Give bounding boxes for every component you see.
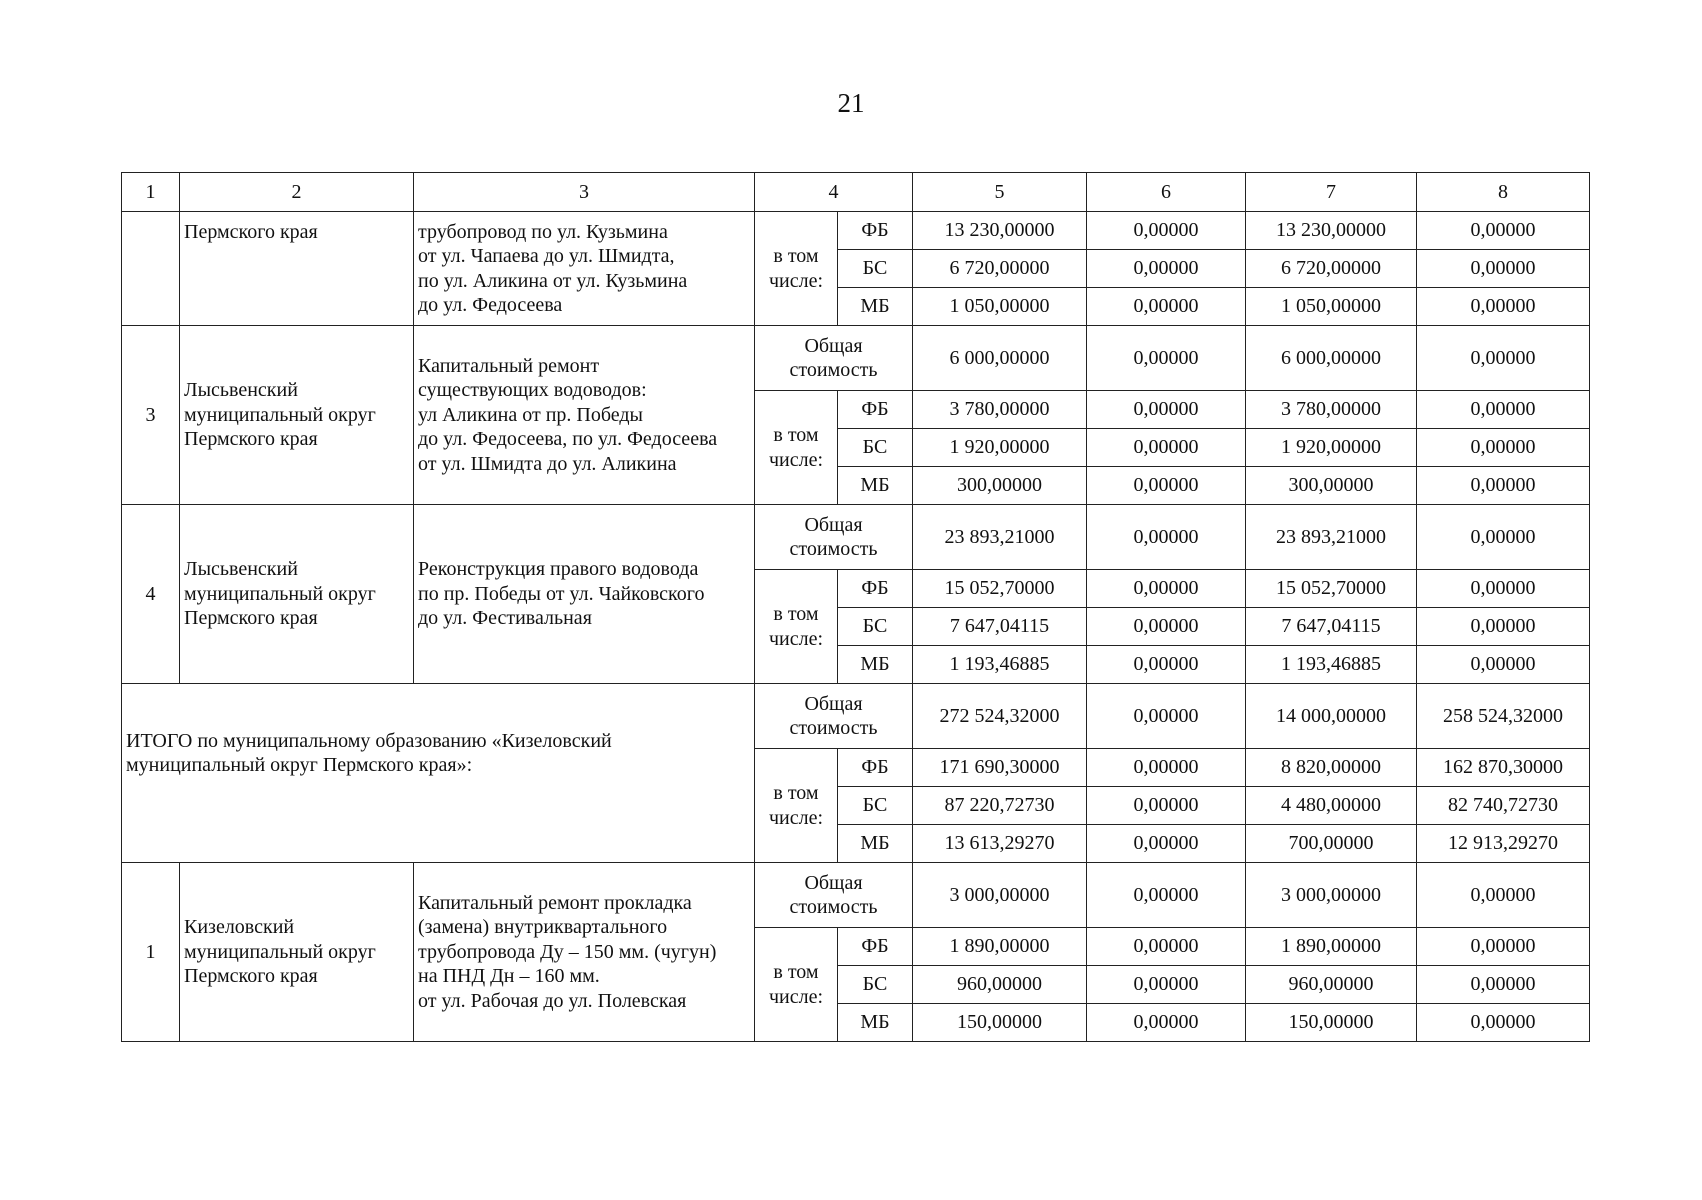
value-cell: 0,00000 (1417, 429, 1590, 467)
subtotal-label: ИТОГО по муниципальному образованию «Кизеловский муниципальный округ Пермского края»: (122, 684, 755, 863)
value-cell: 0,00000 (1087, 467, 1246, 505)
value-cell: 0,00000 (1087, 250, 1246, 288)
value-cell: 1 920,00000 (913, 429, 1087, 467)
value-cell: 6 000,00000 (1246, 326, 1417, 391)
total-cost-label: Общая стоимость (755, 505, 913, 570)
value-cell: 1 920,00000 (1246, 429, 1417, 467)
table-row (122, 505, 1590, 570)
header-cell: 8 (1417, 173, 1590, 212)
header-cell: 3 (414, 173, 755, 212)
value-cell: 300,00000 (1246, 467, 1417, 505)
value-cell: 0,00000 (1417, 966, 1590, 1004)
value-cell: 700,00000 (1246, 825, 1417, 863)
value-cell: 0,00000 (1417, 928, 1590, 966)
total-cost-label: Общая стоимость (755, 863, 913, 928)
region-cell: Лысьвенский муниципальный округ Пермского края (180, 505, 414, 684)
header-row (122, 173, 1590, 212)
value-cell: 0,00000 (1087, 570, 1246, 608)
value-cell: 0,00000 (1087, 288, 1246, 326)
value-cell: 0,00000 (1087, 646, 1246, 684)
value-cell: 272 524,32000 (913, 684, 1087, 749)
header-cell: 7 (1246, 173, 1417, 212)
table-row (122, 326, 1590, 391)
subtotal-row (122, 684, 1590, 749)
value-cell: 0,00000 (1087, 429, 1246, 467)
source-cell: БС (838, 250, 913, 288)
value-cell: 0,00000 (1087, 391, 1246, 429)
value-cell: 0,00000 (1417, 863, 1590, 928)
source-cell: БС (838, 966, 913, 1004)
value-cell: 6 720,00000 (1246, 250, 1417, 288)
source-cell: ФБ (838, 928, 913, 966)
value-cell: 13 230,00000 (1246, 212, 1417, 250)
value-cell: 6 000,00000 (913, 326, 1087, 391)
value-cell: 162 870,30000 (1417, 749, 1590, 787)
value-cell: 0,00000 (1417, 250, 1590, 288)
value-cell: 1 193,46885 (1246, 646, 1417, 684)
value-cell: 6 720,00000 (913, 250, 1087, 288)
value-cell: 82 740,72730 (1417, 787, 1590, 825)
value-cell: 23 893,21000 (913, 505, 1087, 570)
value-cell: 300,00000 (913, 467, 1087, 505)
source-cell: МБ (838, 1004, 913, 1042)
source-cell: ФБ (838, 570, 913, 608)
value-cell: 15 052,70000 (913, 570, 1087, 608)
value-cell: 0,00000 (1417, 391, 1590, 429)
value-cell: 0,00000 (1087, 326, 1246, 391)
description-cell: Капитальный ремонт прокладка (замена) внутриквартального трубопровода Ду – 150 мм. (чугун) на ПНД Дн – 160 мм. от ул. Рабочая до ул. Полевская (414, 863, 755, 1042)
row-number: 4 (122, 505, 180, 684)
value-cell: 960,00000 (1246, 966, 1417, 1004)
including-label: в том числе: (755, 928, 838, 1042)
value-cell: 960,00000 (913, 966, 1087, 1004)
value-cell: 1 050,00000 (1246, 288, 1417, 326)
value-cell: 0,00000 (1417, 288, 1590, 326)
value-cell: 0,00000 (1417, 570, 1590, 608)
header-cell: 4 (755, 173, 913, 212)
value-cell: 150,00000 (913, 1004, 1087, 1042)
including-label: в том числе: (755, 391, 838, 505)
value-cell: 23 893,21000 (1246, 505, 1417, 570)
value-cell: 7 647,04115 (913, 608, 1087, 646)
source-cell: ФБ (838, 749, 913, 787)
value-cell: 0,00000 (1087, 684, 1246, 749)
value-cell: 0,00000 (1417, 326, 1590, 391)
total-cost-label: Общая стоимость (755, 326, 913, 391)
source-cell: БС (838, 429, 913, 467)
value-cell: 0,00000 (1417, 608, 1590, 646)
region-cell: Пермского края (180, 212, 414, 326)
source-cell: МБ (838, 646, 913, 684)
value-cell: 1 890,00000 (1246, 928, 1417, 966)
value-cell: 15 052,70000 (1246, 570, 1417, 608)
value-cell: 3 780,00000 (913, 391, 1087, 429)
budget-table (121, 172, 1590, 1042)
source-cell: МБ (838, 467, 913, 505)
description-cell: Капитальный ремонт существующих водоводов: ул Аликина от пр. Победы до ул. Федосеева, по ул. Федосеева от ул. Шмидта до ул. Аликина (414, 326, 755, 505)
value-cell: 0,00000 (1417, 1004, 1590, 1042)
value-cell: 3 000,00000 (913, 863, 1087, 928)
value-cell: 87 220,72730 (913, 787, 1087, 825)
table-row (122, 212, 1590, 250)
value-cell: 1 193,46885 (913, 646, 1087, 684)
source-cell: МБ (838, 825, 913, 863)
header-cell: 5 (913, 173, 1087, 212)
header-cell: 1 (122, 173, 180, 212)
including-label: в том числе: (755, 212, 838, 326)
description-cell: Реконструкция правого водовода по пр. Победы от ул. Чайковского до ул. Фестивальная (414, 505, 755, 684)
value-cell: 14 000,00000 (1246, 684, 1417, 749)
row-number (122, 212, 180, 326)
value-cell: 150,00000 (1246, 1004, 1417, 1042)
value-cell: 0,00000 (1087, 749, 1246, 787)
value-cell: 7 647,04115 (1246, 608, 1417, 646)
value-cell: 0,00000 (1417, 505, 1590, 570)
row-number: 3 (122, 326, 180, 505)
header-cell: 2 (180, 173, 414, 212)
value-cell: 258 524,32000 (1417, 684, 1590, 749)
header-cell: 6 (1087, 173, 1246, 212)
value-cell: 0,00000 (1087, 825, 1246, 863)
value-cell: 0,00000 (1087, 505, 1246, 570)
region-cell: Кизеловский муниципальный округ Пермского края (180, 863, 414, 1042)
value-cell: 13 230,00000 (913, 212, 1087, 250)
value-cell: 0,00000 (1087, 863, 1246, 928)
source-cell: МБ (838, 288, 913, 326)
value-cell: 0,00000 (1087, 928, 1246, 966)
source-cell: ФБ (838, 212, 913, 250)
value-cell: 0,00000 (1087, 212, 1246, 250)
including-label: в том числе: (755, 749, 838, 863)
table-row (122, 863, 1590, 928)
value-cell: 1 890,00000 (913, 928, 1087, 966)
value-cell: 3 780,00000 (1246, 391, 1417, 429)
value-cell: 4 480,00000 (1246, 787, 1417, 825)
row-number: 1 (122, 863, 180, 1042)
value-cell: 0,00000 (1417, 646, 1590, 684)
value-cell: 0,00000 (1087, 787, 1246, 825)
value-cell: 0,00000 (1087, 608, 1246, 646)
region-cell: Лысьвенский муниципальный округ Пермского края (180, 326, 414, 505)
value-cell: 0,00000 (1087, 966, 1246, 1004)
source-cell: БС (838, 787, 913, 825)
value-cell: 0,00000 (1087, 1004, 1246, 1042)
total-cost-label: Общая стоимость (755, 684, 913, 749)
value-cell: 8 820,00000 (1246, 749, 1417, 787)
including-label: в том числе: (755, 570, 838, 684)
page-number: 21 (837, 88, 865, 118)
value-cell: 12 913,29270 (1417, 825, 1590, 863)
value-cell: 0,00000 (1417, 467, 1590, 505)
value-cell: 1 050,00000 (913, 288, 1087, 326)
source-cell: ФБ (838, 391, 913, 429)
value-cell: 0,00000 (1417, 212, 1590, 250)
description-cell: трубопровод по ул. Кузьмина от ул. Чапаева до ул. Шмидта, по ул. Аликина от ул. Кузьмина до ул. Федосеева (414, 212, 755, 326)
source-cell: БС (838, 608, 913, 646)
value-cell: 3 000,00000 (1246, 863, 1417, 928)
value-cell: 13 613,29270 (913, 825, 1087, 863)
value-cell: 171 690,30000 (913, 749, 1087, 787)
